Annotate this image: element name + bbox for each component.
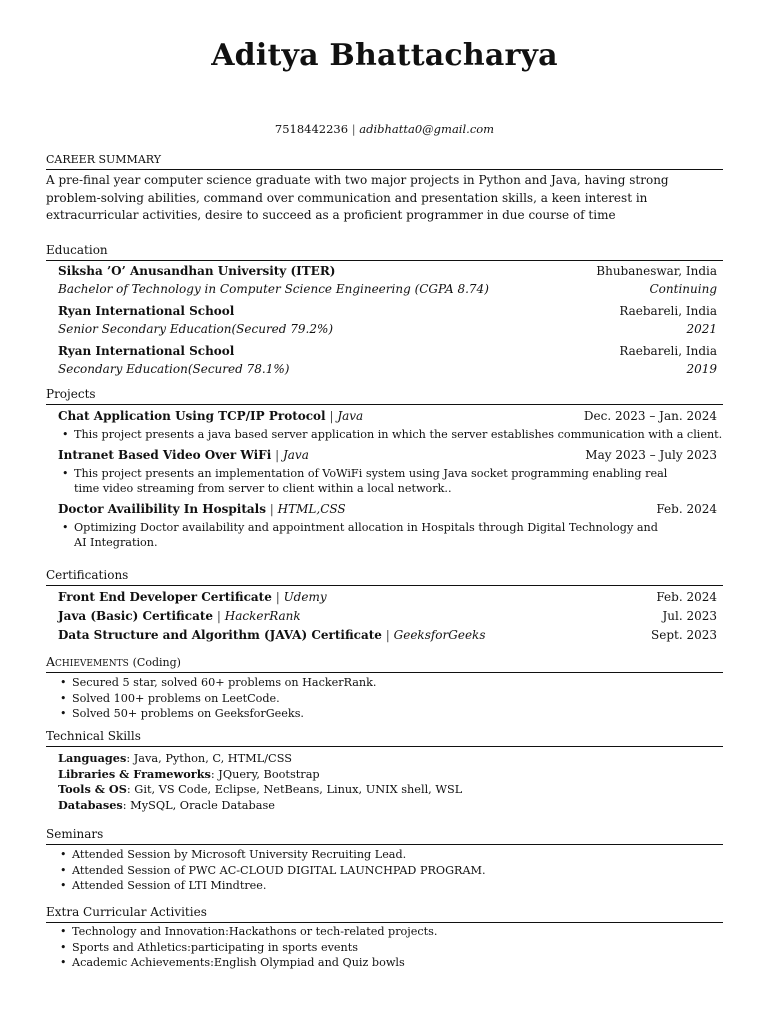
certification-issuer: Udemy <box>283 590 327 604</box>
project-tech: Java <box>282 447 309 462</box>
certifications-section <box>46 568 723 647</box>
degree: Bachelor of Technology in Computer Science Engineering (CGPA 8.74) <box>58 282 489 296</box>
certification-date: Feb. 2024 <box>656 590 717 604</box>
education-entry-3 <box>58 344 717 362</box>
list-item: • Attended Session by Microsoft University Recruiting Lead. <box>46 847 723 863</box>
extracurricular-list <box>46 924 723 971</box>
list-item: • Solved 100+ problems on LeetCode. <box>46 691 723 707</box>
skill-row-libraries: Libraries & Frameworks: JQuery, Bootstrap <box>58 766 320 781</box>
project-title: Doctor Availibility In Hospitals <box>58 501 266 516</box>
school-name: Ryan International School <box>58 344 235 358</box>
section-heading-extracurricular: Extra Curricular Activities <box>46 905 723 923</box>
certification-title: Front End Developer Certificate <box>58 590 272 604</box>
project-tech: HTML,CSS <box>277 501 346 516</box>
skills-list <box>46 751 723 813</box>
school-location: Raebareli, India <box>619 304 717 318</box>
skill-row-languages: Languages: Java, Python, C, HTML/CSS <box>58 751 292 765</box>
certification-issuer: HackerRank <box>224 609 301 623</box>
certification-date: Jul. 2023 <box>662 609 717 623</box>
email-link[interactable]: adibhatta0@gmail.com <box>359 122 495 136</box>
education-date: 2021 <box>686 322 717 336</box>
contact-line <box>46 122 723 136</box>
section-heading-education: Education <box>46 243 723 261</box>
section-heading-technical-skills: Technical Skills <box>46 729 723 747</box>
projects-section <box>46 387 723 551</box>
project-2: Intranet Based Video Over WiFi | Java May 2023 – July 2023 <box>58 447 717 462</box>
list-item: • This project presents an implementation of VoWiFi system using Java socket programming enabling real time video streaming from server to client within a local network.. <box>46 466 673 497</box>
list-item: • Technology and Innovation:Hackathons or tech-related projects. <box>46 924 723 940</box>
project-title: Chat Application Using TCP/IP Protocol <box>58 409 326 423</box>
project-3-bullets <box>46 520 723 551</box>
section-heading-projects: Projects <box>46 387 723 405</box>
seminars-list <box>46 847 723 894</box>
seminars-section <box>46 827 723 894</box>
section-heading-achievements: Achievements (Coding) <box>46 654 723 673</box>
list-item: • Academic Achievements:English Olympiad and Quiz bowls <box>46 955 723 971</box>
degree: Secondary Education(Secured 78.1%) <box>58 362 290 376</box>
list-item: • This project presents a java based server application in which the server establishes communication with a client. <box>46 427 723 443</box>
list-item: • Secured 5 star, solved 60+ problems on HackerRank. <box>46 675 723 691</box>
education-section <box>46 243 723 380</box>
career-summary-section <box>46 152 723 225</box>
list-item: • Sports and Athletics:participating in sports events <box>46 940 723 956</box>
list-item: • Solved 50+ problems on GeeksforGeeks. <box>46 706 723 722</box>
phone-number: 7518442236 <box>274 122 349 136</box>
skill-row-tools: Tools & OS: Git, VS Code, Eclipse, NetBeans, Linux, UNIX shell, WSL <box>58 782 463 797</box>
section-heading-certifications: Certifications <box>46 568 723 586</box>
education-date: Continuing <box>649 282 717 296</box>
degree: Senior Secondary Education(Secured 79.2%) <box>58 322 334 336</box>
project-1: Chat Application Using TCP/IP Protocol | Java Dec. 2023 – Jan. 2024 <box>58 409 717 423</box>
list-item: • Optimizing Doctor availability and appointment allocation in Hospitals through Digital Technology and AI Integration. <box>46 520 663 551</box>
certification-date: Sept. 2023 <box>651 628 717 642</box>
achievements-section <box>46 654 723 722</box>
career-summary-text: A pre-final year computer science graduate with two major projects in Python and Java, having strong problem-solving abilities, command over communication and presentation skills, a keen interest in extracurricular activities, desire to succeed as a proficient programmer in due course of time <box>46 173 669 222</box>
project-1-bullets <box>46 427 723 443</box>
achievements-list <box>46 675 723 722</box>
project-date: Dec. 2023 – Jan. 2024 <box>583 409 717 423</box>
certification-2: Java (Basic) Certificate | HackerRank Jul. 2023 <box>58 609 717 623</box>
certification-issuer: GeeksforGeeks <box>393 628 486 642</box>
education-entry-2 <box>58 304 717 322</box>
extracurricular-section <box>46 905 723 971</box>
education-entry-1 <box>58 264 717 282</box>
technical-skills-section <box>46 729 723 813</box>
project-date: Feb. 2024 <box>656 501 717 516</box>
skill-row-databases: Databases: MySQL, Oracle Database <box>58 797 275 812</box>
project-3: Doctor Availibility In Hospitals | HTML,CSS Feb. 2024 <box>58 501 717 516</box>
project-2-bullets <box>46 466 723 497</box>
education-entry-2-detail <box>58 322 717 344</box>
education-date: 2019 <box>686 362 717 376</box>
education-entry-1-detail <box>58 282 717 304</box>
project-date: May 2023 – July 2023 <box>585 447 717 462</box>
school-location: Raebareli, India <box>619 344 717 358</box>
school-location: Bhubaneswar, India <box>596 264 717 278</box>
candidate-name: Aditya Bhattacharya <box>211 38 558 73</box>
project-tech: Java <box>337 409 364 423</box>
list-item: • Attended Session of LTI Mindtree. <box>46 878 723 894</box>
project-title: Intranet Based Video Over WiFi <box>58 447 272 462</box>
education-entry-3-detail <box>58 362 717 380</box>
contact-separator: | <box>351 122 356 136</box>
school-name: Ryan International School <box>58 304 235 318</box>
school-name: Siksha ’O’ Anusandhan University (ITER) <box>58 264 336 278</box>
section-heading-career-summary: CAREER SUMMARY <box>46 152 723 170</box>
certification-title: Java (Basic) Certificate <box>58 609 214 623</box>
certification-title: Data Structure and Algorithm (JAVA) Certificate <box>58 628 382 642</box>
certification-1: Front End Developer Certificate | Udemy Feb. 2024 <box>58 590 717 604</box>
section-heading-seminars: Seminars <box>46 827 723 845</box>
certification-3: Data Structure and Algorithm (JAVA) Certificate | GeeksforGeeks Sept. 2023 <box>58 628 717 642</box>
list-item: • Attended Session of PWC AC-CLOUD DIGITAL LAUNCHPAD PROGRAM. <box>46 863 723 879</box>
